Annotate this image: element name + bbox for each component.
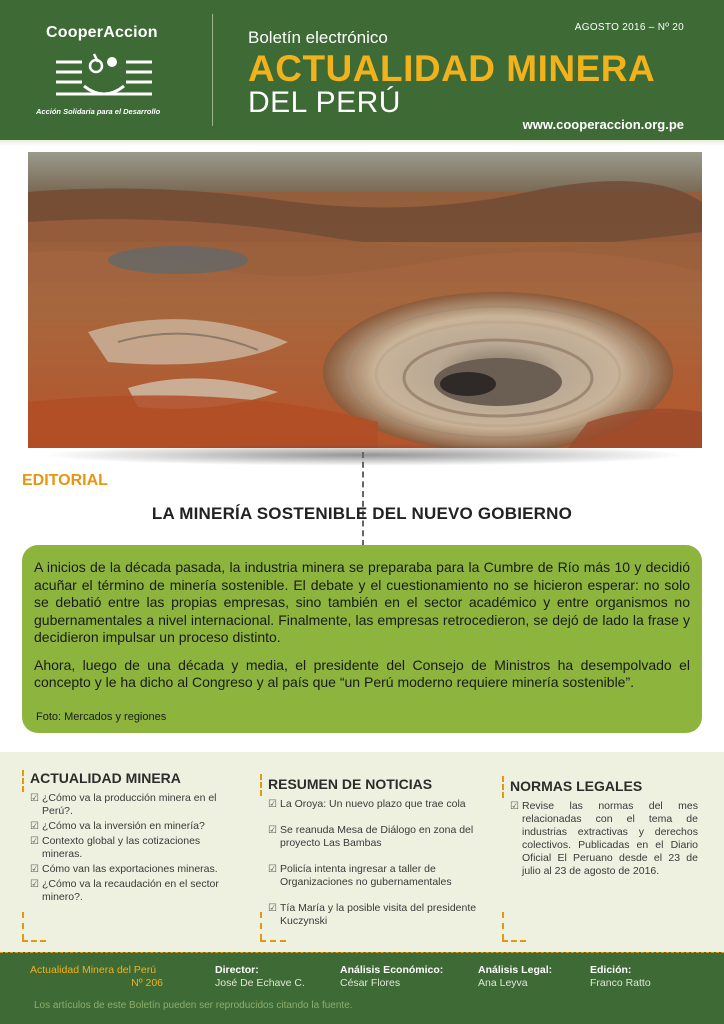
section3-dash-bottom: [502, 940, 526, 942]
bulletin-title-line2: DEL PERÚ: [248, 86, 401, 119]
legal-label: Análisis Legal:: [478, 964, 553, 976]
section3-dash-left-bottom: [502, 912, 504, 940]
economico-name: César Flores: [340, 977, 401, 989]
section-item-list: [268, 798, 488, 928]
list-item[interactable]: ☑ ¿Cómo va la recaudación en el sector minero?.: [30, 878, 240, 904]
cooperaccion-logo[interactable]: [36, 22, 186, 122]
photo-credit: Foto: Mercados y regiones: [36, 711, 167, 723]
section-item-list: [30, 792, 240, 904]
list-item[interactable]: ☑ Revise las normas del mes relacionadas con el tema de industrias extractivas y derechos colectivos. Publicadas en el Diario Oficial El Peruano desde el 23 de julio al 23 de agosto de 2016.: [510, 800, 698, 878]
editorial-paragraph-1: A inicios de la década pasada, la industria minera se preparaba para la Cumbre de Río más 10 y decidió acuñar el término de minería sostenible. El debate y el cuestionamiento no se hicieron esperar: no solo se debatió entre las propias empresas, sino también en el sector académico y entre organismos no gubernamentales a nivel internacional. Finalmente, las empresas retrocedieron, se dejó de lado la frase y decidieron impulsar un proceso distinto.: [34, 559, 690, 645]
list-item[interactable]: ☑ ¿Cómo va la producción minera en el Perú?.: [30, 792, 240, 818]
list-item[interactable]: ☑ Contexto global y las cotizaciones mineras.: [30, 835, 240, 861]
publication-number: Nº 206: [131, 977, 163, 989]
edicion-label: Edición:: [590, 964, 632, 976]
logo-mark-icon: [54, 50, 154, 104]
editorial-text-box: [22, 545, 702, 733]
section1-dash-left-bottom: [22, 912, 24, 940]
footer-analisis-economico: [340, 964, 443, 990]
section1-dash-left: [22, 770, 24, 792]
edicion-name: Franco Ratto: [590, 977, 651, 989]
list-item[interactable]: ☑ Policía intenta ingresar a taller de Organizaciones no gubernamentales: [268, 863, 488, 889]
section2-dash-left: [260, 774, 262, 796]
section1-dash-bottom: [22, 940, 46, 942]
list-item[interactable]: ☑ La Oroya: Un nuevo plazo que trae cola: [268, 798, 488, 811]
section-heading: RESUMEN DE NOTICIAS: [268, 776, 433, 792]
section3-dash-left: [502, 776, 504, 798]
logo-tagline: Acción Solidaria para el Desarrollo: [36, 107, 161, 116]
editorial-paragraph-2: Ahora, luego de una década y media, el presidente del Consejo de Ministros ha desempolvado el concepto y le ha dicho al Congreso y al país que “un Perú moderno requiere minería sostenible”.: [34, 656, 690, 690]
bulletin-title-line1: ACTUALIDAD MINERA: [248, 48, 656, 89]
header-bottom-line: [0, 140, 724, 146]
header-banner: [0, 0, 724, 140]
header-divider: [212, 14, 213, 126]
economico-label: Análisis Económico:: [340, 964, 444, 976]
section-heading: ACTUALIDAD MINERA: [30, 770, 181, 786]
footer-analisis-legal: [478, 964, 552, 990]
legal-name: Ana Leyva: [478, 977, 528, 989]
list-item[interactable]: ☑ Tía María y la posible visita del presidente Kuczynski: [268, 902, 488, 928]
publication-name: Actualidad Minera del Perú: [30, 964, 157, 976]
section-actualidad-minera: [30, 770, 240, 906]
section-normas-legales: [510, 778, 698, 878]
director-name: José De Echave C.: [215, 977, 305, 989]
reproduction-note: Los artículos de este Boletín pueden ser reproducidos citando la fuente.: [34, 1000, 353, 1011]
list-item[interactable]: ☑ ¿Cómo va la inversión en minería?: [30, 820, 240, 833]
section-heading: NORMAS LEGALES: [510, 778, 643, 794]
footer-publication: [30, 964, 163, 990]
editorial-label: EDITORIAL: [22, 472, 108, 489]
director-label: Director:: [215, 964, 259, 976]
section-resumen-noticias: [268, 776, 488, 941]
section-item-list: [510, 800, 698, 878]
website-link[interactable]: www.cooperaccion.org.pe: [522, 117, 684, 132]
logo-name: CooperAccion: [46, 24, 158, 41]
editorial-title: LA MINERÍA SOSTENIBLE DEL NUEVO GOBIERNO: [151, 504, 573, 523]
section2-dash-left-bottom: [260, 912, 262, 940]
footer-director: [215, 964, 305, 990]
list-item[interactable]: ☑ Cómo van las exportaciones mineras.: [30, 863, 240, 876]
open-pit-mine-photo: [28, 152, 702, 448]
footer-dashed-line: [0, 952, 724, 953]
footer-banner: [0, 952, 724, 1024]
bulletin-subtitle: Boletín electrónico: [248, 28, 388, 47]
photo-shadow: [40, 444, 690, 466]
center-dashed-divider: [362, 452, 364, 546]
list-item[interactable]: ☑ Se reanuda Mesa de Diálogo en zona del proyecto Las Bambas: [268, 824, 488, 850]
issue-date: AGOSTO 2016 – Nº 20: [574, 22, 684, 33]
footer-edicion: [590, 964, 651, 990]
